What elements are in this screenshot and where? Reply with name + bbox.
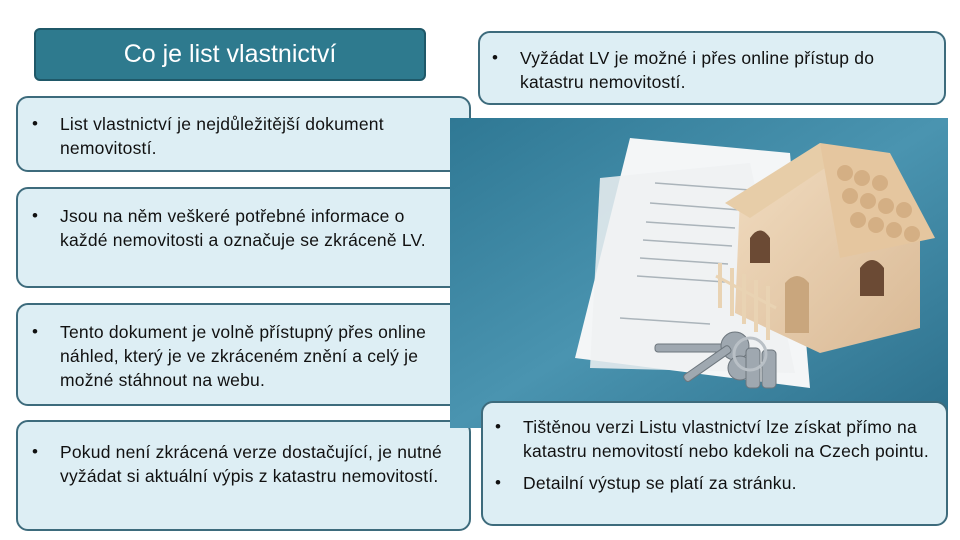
info-card-online-access — [16, 303, 471, 406]
bullet-item: • Vyžádat LV je možné i přes online přístup do katastru nemovitostí. — [492, 46, 932, 94]
info-card-online-request — [478, 31, 946, 105]
info-card-lv-contents — [16, 187, 471, 288]
bullet-item: • Pokud není zkrácená verze dostačující, je nutné vyžádat si aktuální výpis z katastru nemovitostí. — [32, 440, 457, 488]
info-card-lv-definition — [16, 96, 471, 172]
slide-title — [34, 28, 426, 81]
bullet-item: • Jsou na něm veškeré potřebné informace o každé nemovitosti a označuje se zkráceně LV. — [32, 204, 457, 252]
bullet-item: • List vlastnictví je nejdůležitější dokument nemovitostí. — [32, 112, 457, 160]
bullet-item: • Tento dokument je volně přístupný přes online náhled, který je ve zkráceném znění a celý je možné stáhnout na webu. — [32, 320, 457, 392]
bullet-item: • Detailní výstup se platí za stránku. — [495, 471, 934, 495]
bullet-item: • Tištěnou verzi Listu vlastnictví lze získat přímo na katastru nemovitostí nebo kdekoli na Czech pointu. — [495, 415, 934, 463]
slide-title-text: Co je list vlastnictví — [123, 40, 337, 68]
house-model-keys-document-photo — [450, 118, 948, 428]
info-card-printed-version — [481, 401, 948, 526]
info-card-full-extract — [16, 420, 471, 531]
